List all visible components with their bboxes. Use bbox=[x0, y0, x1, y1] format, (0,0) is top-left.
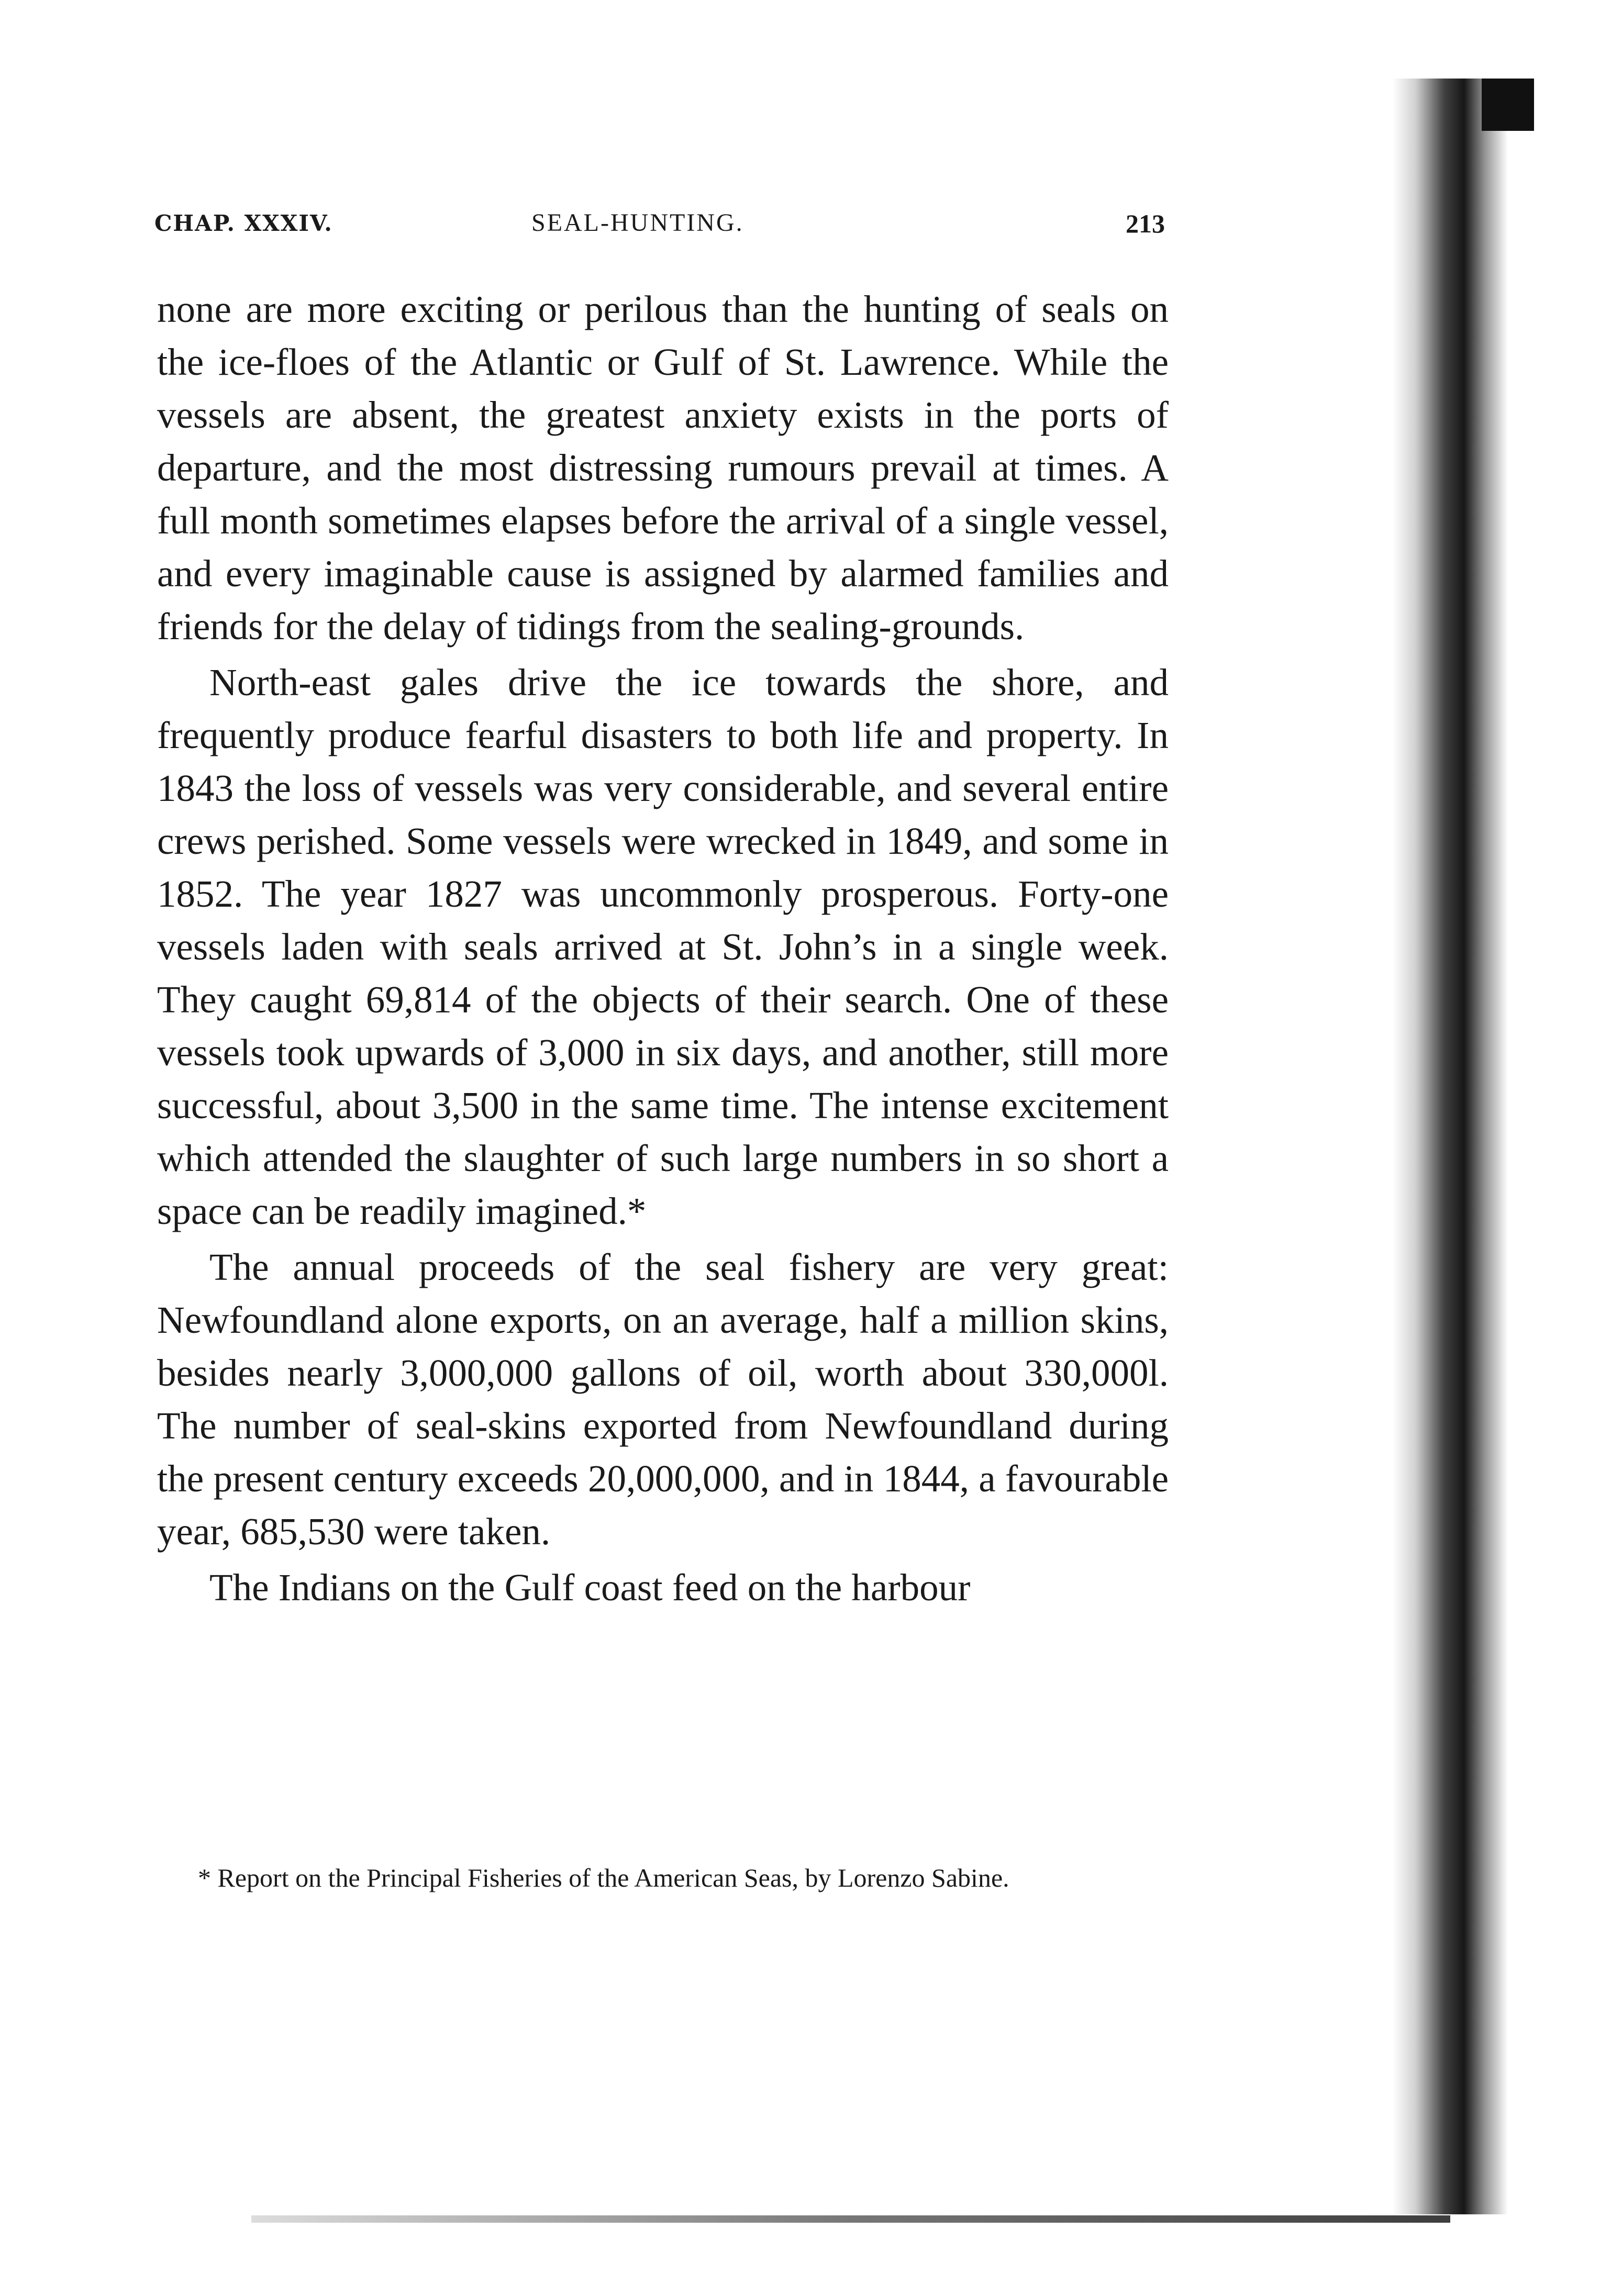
page-header bbox=[154, 205, 1165, 242]
running-title: SEAL-HUNTING. bbox=[531, 209, 744, 237]
paragraph-proceeds: The annual proceeds of the seal fishery are very great: Newfoundland alone exports, on an average, half a million skins, besides nearly 3,000,000 gallons of oil, worth about 330,000l. The number of seal-skins exported from Newfoundland during the present century exceeds 20,000,000, and in 1844, a favourable year, 685,530 were taken. bbox=[157, 1246, 1169, 1553]
body-text bbox=[157, 283, 1169, 1614]
page-number: 213 bbox=[1126, 209, 1165, 238]
paragraph-indians: The Indians on the Gulf coast feed on the harbour bbox=[209, 1566, 971, 1609]
paragraph-gales: North-east gales drive the ice towards the shore, and frequently produce fearful disasters to both life and property. In 1843 the loss of vessels was very considerable, and several entire crews perished. Some vessels were wrecked in 1849, and some in 1852. The year 1827 was uncommonly prosperous. Forty-one vessels laden with seals arrived at St. John’s in a single week. They caught 69,814 of the objects of their search. One of these vessels took upwards of 3,000 in six days, and another, still more successful, about 3,500 in the same time. The intense excitement which attended the slaughter of such large numbers in so short a space can be readily imagined.* bbox=[157, 661, 1169, 1232]
book-binding-shadow bbox=[1393, 79, 1508, 2214]
footnote: * Report on the Principal Fisheries of the American Seas, by Lorenzo Sabine. bbox=[198, 1863, 1009, 1892]
paragraph-continued: none are more exciting or perilous than the hunting of seals on the ice-floes of the Atlantic or Gulf of St. Lawrence. While the vessels are absent, the greatest anxiety exists in the ports of departure, and the most distressing rumours prevail at times. A full month sometimes elapses before the arrival of a single vessel, and every imaginable cause is assigned by alarmed families and friends for the delay of tidings from the sealing-grounds. bbox=[157, 288, 1169, 648]
chapter-label: CHAP. XXXIV. bbox=[154, 210, 333, 236]
bottom-edge-shadow bbox=[251, 2215, 1450, 2223]
binding-edge-mark bbox=[1482, 79, 1534, 131]
